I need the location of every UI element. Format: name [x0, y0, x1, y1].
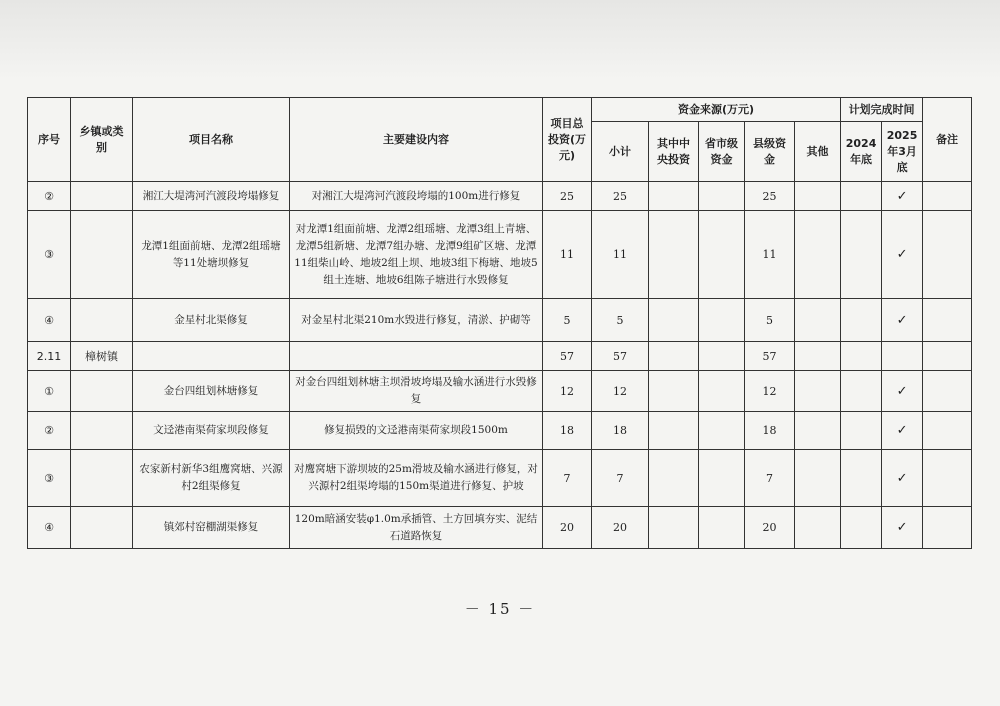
table-row — [28, 507, 972, 549]
cell-central — [649, 182, 699, 211]
cell-town — [71, 507, 133, 549]
cell-content: 对鹰窝塘下游坝坡的25m滑坡及输水涵进行修复，对兴源村2组渠垮塌的150m渠道进行修复、护坡 — [290, 450, 543, 507]
header-content: 主要建设内容 — [290, 98, 543, 182]
cell-central — [649, 211, 699, 299]
cell-provincial — [699, 412, 745, 450]
cell-content — [290, 342, 543, 371]
cell-total: 5 — [543, 299, 592, 342]
cell-town — [71, 211, 133, 299]
cell-county: 18 — [745, 412, 795, 450]
cell-2025-check: ✓ — [882, 211, 923, 299]
cell-county: 7 — [745, 450, 795, 507]
table-row — [28, 182, 972, 211]
cell-2025-check: ✓ — [882, 299, 923, 342]
cell-note — [923, 450, 972, 507]
table-body — [28, 182, 972, 549]
cell-provincial — [699, 182, 745, 211]
cell-2024 — [841, 412, 882, 450]
cell-total: 7 — [543, 450, 592, 507]
cell-seq: ② — [28, 412, 71, 450]
cell-central — [649, 342, 699, 371]
cell-2025-check: ✓ — [882, 371, 923, 412]
project-table — [27, 97, 972, 549]
cell-2024 — [841, 182, 882, 211]
table-row — [28, 450, 972, 507]
cell-county: 57 — [745, 342, 795, 371]
cell-provincial — [699, 211, 745, 299]
table-header — [28, 98, 972, 182]
table-row — [28, 211, 972, 299]
cell-2024 — [841, 507, 882, 549]
cell-2024 — [841, 450, 882, 507]
cell-total: 57 — [543, 342, 592, 371]
cell-content: 对金星村北渠210m水毁进行修复，清淤、护砌等 — [290, 299, 543, 342]
cell-provincial — [699, 507, 745, 549]
cell-provincial — [699, 342, 745, 371]
cell-seq: 2.11 — [28, 342, 71, 371]
cell-note — [923, 507, 972, 549]
cell-subtotal: 5 — [592, 299, 649, 342]
header-2025: 2025年3月底 — [882, 122, 923, 182]
cell-2024 — [841, 211, 882, 299]
cell-subtotal: 11 — [592, 211, 649, 299]
cell-total: 12 — [543, 371, 592, 412]
cell-2025-check: ✓ — [882, 450, 923, 507]
cell-other — [795, 507, 841, 549]
cell-2024 — [841, 342, 882, 371]
cell-county: 12 — [745, 371, 795, 412]
cell-other — [795, 211, 841, 299]
header-central: 其中中央投资 — [649, 122, 699, 182]
cell-2025-check — [882, 342, 923, 371]
cell-name — [133, 342, 290, 371]
cell-town: 樟树镇 — [71, 342, 133, 371]
table-row — [28, 412, 972, 450]
cell-subtotal: 18 — [592, 412, 649, 450]
header-total-investment: 项目总投资(万元) — [543, 98, 592, 182]
cell-content: 对湘江大堤湾河汽渡段垮塌的100m进行修复 — [290, 182, 543, 211]
cell-seq: ③ — [28, 211, 71, 299]
cell-seq: ④ — [28, 507, 71, 549]
cell-other — [795, 182, 841, 211]
cell-total: 25 — [543, 182, 592, 211]
header-other: 其他 — [795, 122, 841, 182]
scan-shading — [0, 0, 1000, 80]
cell-note — [923, 182, 972, 211]
cell-central — [649, 299, 699, 342]
cell-content: 对金台四组划林塘主坝滑坡垮塌及输水涵进行水毁修复 — [290, 371, 543, 412]
cell-note — [923, 299, 972, 342]
cell-town — [71, 299, 133, 342]
cell-note — [923, 211, 972, 299]
cell-total: 18 — [543, 412, 592, 450]
table-row — [28, 371, 972, 412]
cell-content: 修复损毁的文迳港南渠荷家坝段1500m — [290, 412, 543, 450]
cell-name: 湘江大堤湾河汽渡段垮塌修复 — [133, 182, 290, 211]
header-2024: 2024年底 — [841, 122, 882, 182]
cell-other — [795, 412, 841, 450]
table-row — [28, 299, 972, 342]
cell-county: 25 — [745, 182, 795, 211]
cell-name: 镇郊村窑棚湖渠修复 — [133, 507, 290, 549]
cell-2024 — [841, 371, 882, 412]
cell-2025-check: ✓ — [882, 182, 923, 211]
cell-subtotal: 20 — [592, 507, 649, 549]
cell-provincial — [699, 371, 745, 412]
cell-note — [923, 371, 972, 412]
cell-county: 20 — [745, 507, 795, 549]
cell-county: 5 — [745, 299, 795, 342]
header-town: 乡镇或类别 — [71, 98, 133, 182]
header-seq: 序号 — [28, 98, 71, 182]
cell-seq: ② — [28, 182, 71, 211]
cell-subtotal: 57 — [592, 342, 649, 371]
cell-other — [795, 299, 841, 342]
cell-other — [795, 450, 841, 507]
cell-2024 — [841, 299, 882, 342]
cell-provincial — [699, 450, 745, 507]
header-project-name: 项目名称 — [133, 98, 290, 182]
cell-total: 20 — [543, 507, 592, 549]
table-row — [28, 342, 972, 371]
cell-note — [923, 412, 972, 450]
cell-provincial — [699, 299, 745, 342]
cell-county: 11 — [745, 211, 795, 299]
cell-central — [649, 507, 699, 549]
cell-central — [649, 371, 699, 412]
header-fund-source: 资金来源(万元) — [592, 98, 841, 122]
page-number: － 15 － — [464, 600, 536, 618]
cell-town — [71, 450, 133, 507]
cell-town — [71, 371, 133, 412]
cell-total: 11 — [543, 211, 592, 299]
header-subtotal: 小计 — [592, 122, 649, 182]
cell-name: 金台四组划林塘修复 — [133, 371, 290, 412]
cell-note — [923, 342, 972, 371]
cell-subtotal: 25 — [592, 182, 649, 211]
cell-name: 农家新村新华3组鹰窝塘、兴源村2组渠修复 — [133, 450, 290, 507]
header-county: 县级资金 — [745, 122, 795, 182]
header-provincial: 省市级资金 — [699, 122, 745, 182]
cell-2025-check: ✓ — [882, 507, 923, 549]
cell-subtotal: 12 — [592, 371, 649, 412]
cell-seq: ③ — [28, 450, 71, 507]
cell-2025-check: ✓ — [882, 412, 923, 450]
cell-name: 文迳港南渠荷家坝段修复 — [133, 412, 290, 450]
cell-name: 金星村北渠修复 — [133, 299, 290, 342]
cell-central — [649, 450, 699, 507]
cell-content: 对龙潭1组面前塘、龙潭2组瑶塘、龙潭3组上青塘、龙潭5组新塘、龙潭7组办塘、龙潭9组矿区塘、龙潭11组柴山岭、地坡2组上坝、地坡3组下梅塘、地坡5组土连塘、地坡6组陈子塘进行水毁修复 — [290, 211, 543, 299]
cell-other — [795, 371, 841, 412]
cell-seq: ① — [28, 371, 71, 412]
cell-other — [795, 342, 841, 371]
cell-seq: ④ — [28, 299, 71, 342]
header-note: 备注 — [923, 98, 972, 182]
header-plan-time: 计划完成时间 — [841, 98, 923, 122]
cell-town — [71, 182, 133, 211]
cell-subtotal: 7 — [592, 450, 649, 507]
cell-town — [71, 412, 133, 450]
cell-content: 120m暗涵安装φ1.0m承插管、土方回填夯实、泥结石道路恢复 — [290, 507, 543, 549]
cell-central — [649, 412, 699, 450]
cell-name: 龙潭1组面前塘、龙潭2组瑶塘等11处塘坝修复 — [133, 211, 290, 299]
